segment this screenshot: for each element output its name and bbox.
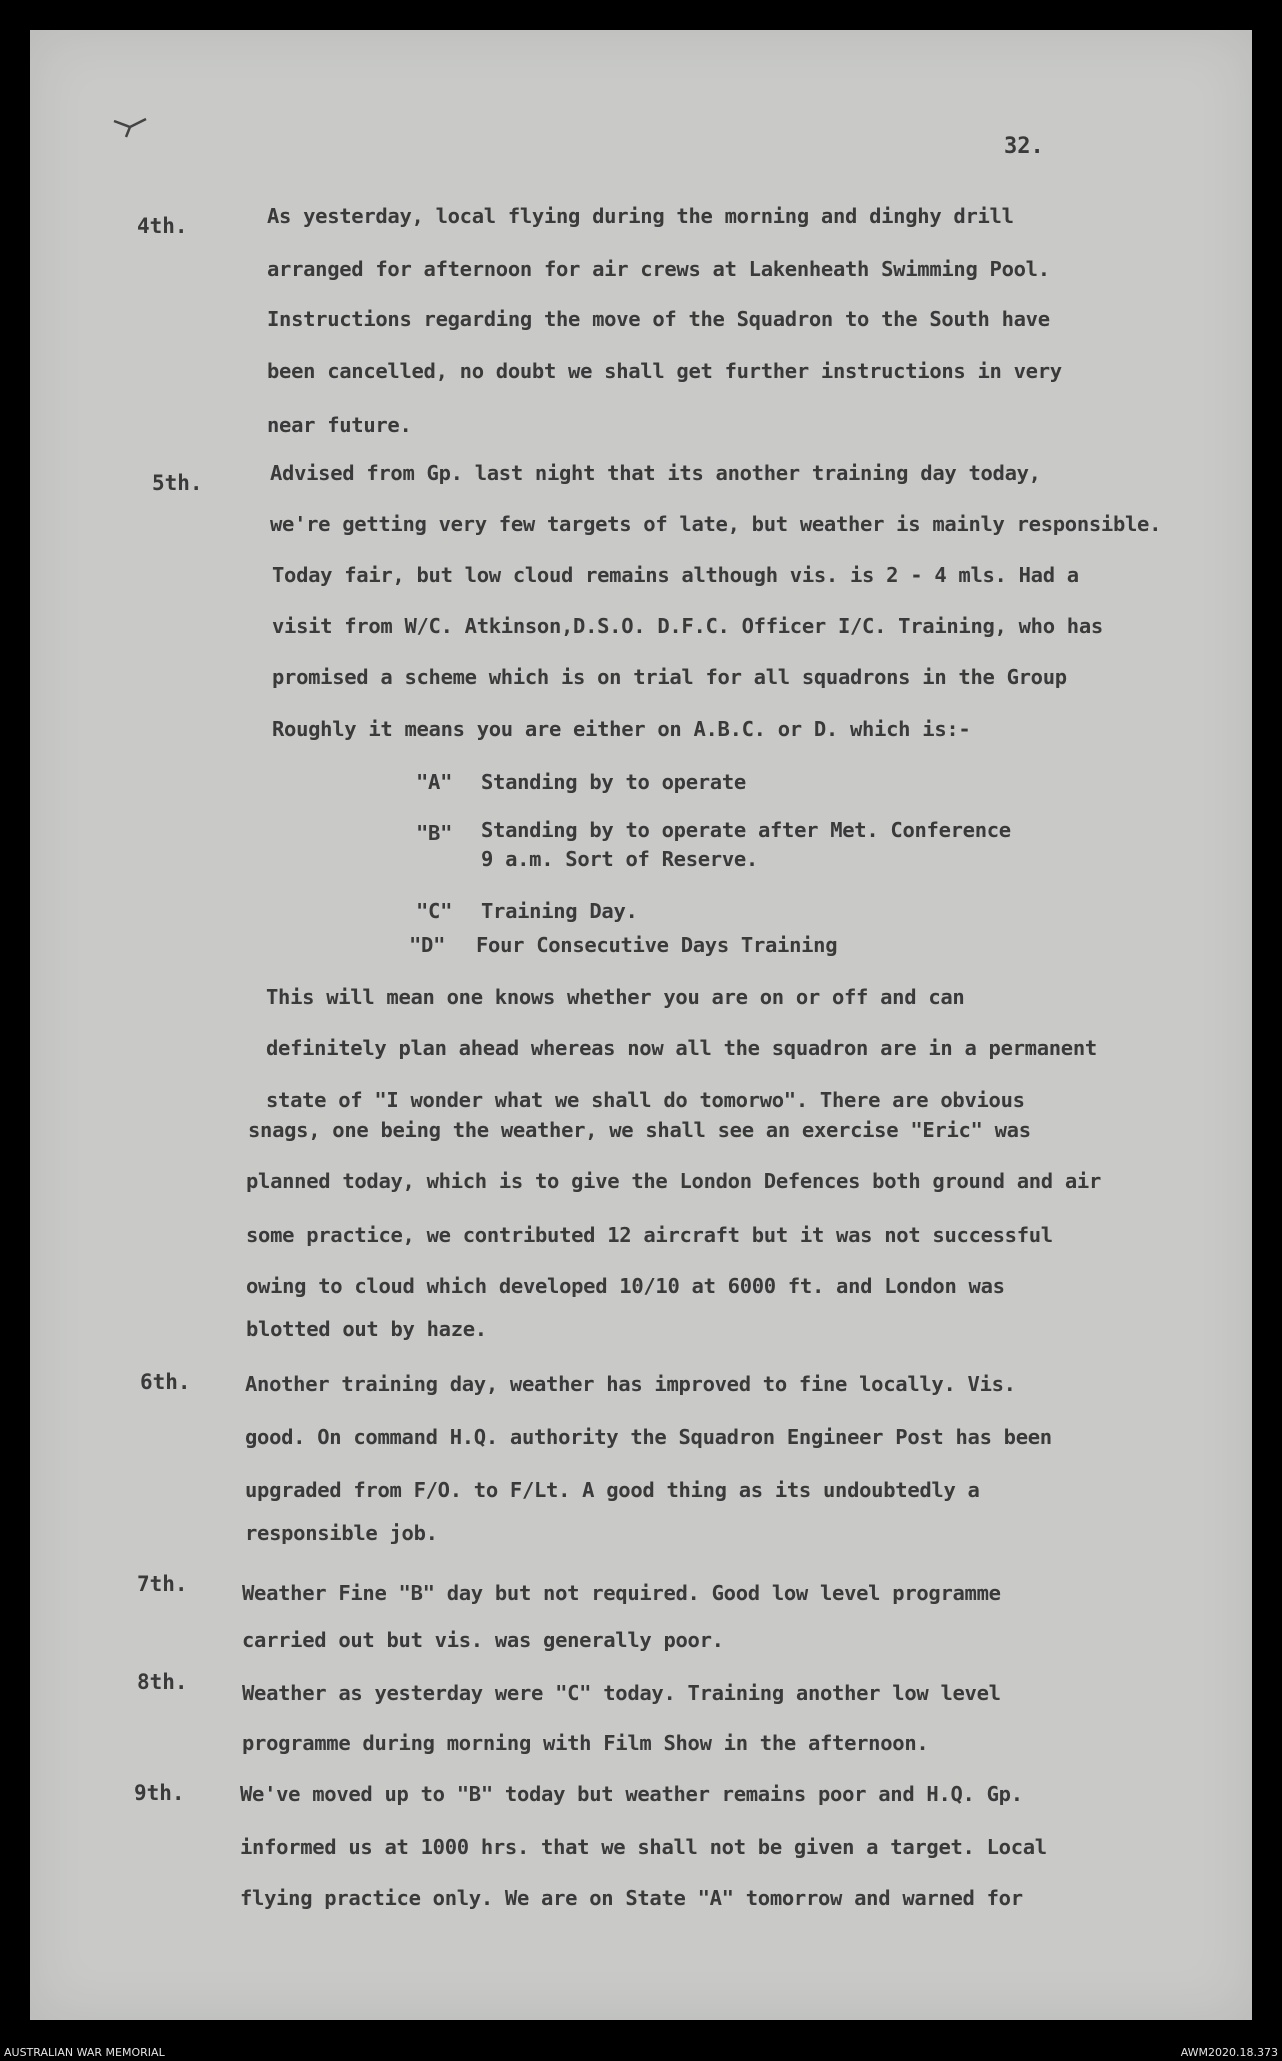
state-description: Four Consecutive Days Training xyxy=(476,933,838,957)
entry-line: state of "I wonder what we shall do tomorwo". There are obvious xyxy=(266,1088,1025,1112)
entry-line: Instructions regarding the move of the Squadron to the South have xyxy=(267,307,1050,331)
entry-line: planned today, which is to give the London Defences both ground and air xyxy=(246,1169,1101,1193)
state-description: Training Day. xyxy=(481,899,638,923)
entry-line: visit from W/C. Atkinson,D.S.O. D.F.C. Officer I/C. Training, who has xyxy=(272,614,1103,638)
state-code: "A" xyxy=(416,770,453,794)
entry-line: We've moved up to "B" today but weather remains poor and H.Q. Gp. xyxy=(240,1782,1023,1806)
entry-line: Another training day, weather has improved to fine locally. Vis. xyxy=(245,1372,1016,1396)
entry-line: As yesterday, local flying during the morning and dinghy drill xyxy=(267,204,1014,228)
state-description: 9 a.m. Sort of Reserve. xyxy=(481,847,758,871)
entry-line: responsible job. xyxy=(245,1521,438,1545)
entry-date: 8th. xyxy=(137,1670,188,1694)
entry-line: carried out but vis. was generally poor. xyxy=(242,1628,724,1652)
entry-line: some practice, we contributed 12 aircraft but it was not successful xyxy=(246,1223,1053,1247)
entry-line: This will mean one knows whether you are on or off and can xyxy=(266,985,965,1009)
entry-line: snags, one being the weather, we shall see an exercise "Eric" was xyxy=(248,1118,1031,1142)
entry-line: we're getting very few targets of late, but weather is mainly responsible. xyxy=(270,512,1162,536)
state-description: Standing by to operate xyxy=(481,770,746,794)
entry-line: flying practice only. We are on State "A" tomorrow and warned for xyxy=(240,1886,1023,1910)
entry-line: definitely plan ahead whereas now all the squadron are in a permanent xyxy=(266,1036,1097,1060)
state-code: "B" xyxy=(416,821,453,845)
entry-line: programme during morning with Film Show in the afternoon. xyxy=(242,1731,929,1755)
entry-line: informed us at 1000 hrs. that we shall not be given a target. Local xyxy=(240,1835,1047,1859)
entry-line: good. On command H.Q. authority the Squadron Engineer Post has been xyxy=(245,1425,1052,1449)
footer-reference: AWM2020.18.373 xyxy=(1180,2046,1278,2059)
entry-date: 5th. xyxy=(152,471,203,495)
footer-institution: AUSTRALIAN WAR MEMORIAL xyxy=(4,2046,165,2059)
entry-line: upgraded from F/O. to F/Lt. A good thing as its undoubtedly a xyxy=(245,1478,980,1502)
state-description: Standing by to operate after Met. Conference xyxy=(481,818,1011,842)
entry-line: been cancelled, no doubt we shall get further instructions in very xyxy=(267,359,1062,383)
entry-line: Weather as yesterday were "C" today. Training another low level xyxy=(242,1681,1001,1705)
entry-line: Today fair, but low cloud remains although vis. is 2 - 4 mls. Had a xyxy=(272,563,1079,587)
entry-line: arranged for afternoon for air crews at Lakenheath Swimming Pool. xyxy=(267,257,1050,281)
entry-line: blotted out by haze. xyxy=(246,1317,487,1341)
entry-line: Weather Fine "B" day but not required. Good low level programme xyxy=(242,1581,1001,1605)
entry-line: owing to cloud which developed 10/10 at 6000 ft. and London was xyxy=(246,1274,1005,1298)
pencil-mark-icon xyxy=(112,115,152,139)
entry-date: 4th. xyxy=(137,214,188,238)
page-number: 32. xyxy=(1004,134,1044,159)
state-code: "D" xyxy=(409,933,446,957)
entry-line: promised a scheme which is on trial for all squadrons in the Group xyxy=(272,665,1067,689)
entry-date: 7th. xyxy=(137,1572,188,1596)
entry-line: Advised from Gp. last night that its another training day today, xyxy=(270,461,1041,485)
entry-date: 9th. xyxy=(134,1781,185,1805)
entry-line: Roughly it means you are either on A.B.C. or D. which is:- xyxy=(272,717,971,741)
state-code: "C" xyxy=(416,899,453,923)
entry-date: 6th. xyxy=(140,1370,191,1394)
entry-line: near future. xyxy=(267,413,412,437)
